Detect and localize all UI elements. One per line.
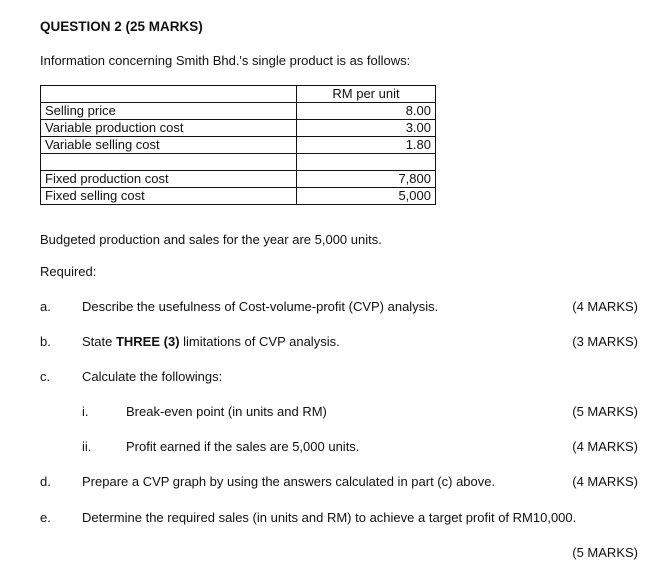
- question-b-text: [82, 334, 340, 349]
- row-value: 7,800: [297, 171, 436, 188]
- question-d-marks: (4 MARKS): [572, 474, 638, 489]
- table-row: [41, 154, 436, 171]
- question-e-marks: (5 MARKS): [572, 545, 638, 560]
- intro-text: Information concerning Smith Bhd.'s single product is as follows:: [40, 53, 411, 68]
- question-b-bold: THREE (3): [115, 334, 180, 349]
- question-c-label: c.: [40, 369, 51, 384]
- required-heading: Required:: [40, 264, 97, 279]
- row-value: [297, 154, 436, 171]
- table-row: [41, 103, 436, 120]
- row-value: 3.00: [297, 120, 436, 137]
- question-a-label: a.: [40, 299, 51, 314]
- question-cii-text: Profit earned if the sales are 5,000 units.: [126, 439, 360, 454]
- question-title: QUESTION 2 (25 MARKS): [40, 19, 203, 34]
- row-label: Variable selling cost: [41, 137, 297, 154]
- question-b-marks: (3 MARKS): [572, 334, 638, 349]
- table-header-row: [41, 86, 436, 103]
- question-cii-marks: (4 MARKS): [572, 439, 638, 454]
- question-b-label: b.: [40, 334, 51, 349]
- question-a-marks: (4 MARKS): [572, 299, 638, 314]
- question-ci-marks: (5 MARKS): [572, 404, 638, 419]
- question-cii-label: ii.: [82, 439, 92, 454]
- cost-table: [40, 85, 436, 205]
- table-row: [41, 188, 436, 205]
- budget-text: Budgeted production and sales for the year are 5,000 units.: [40, 232, 382, 247]
- question-b-post: limitations of CVP analysis.: [179, 334, 340, 349]
- row-value: 1.80: [297, 137, 436, 154]
- column-header: RM per unit: [297, 86, 436, 103]
- question-ci-text: Break-even point (in units and RM): [126, 404, 327, 419]
- table-cell: [41, 86, 297, 103]
- row-value: 5,000: [297, 188, 436, 205]
- row-value: 8.00: [297, 103, 436, 120]
- question-e-label: e.: [40, 510, 51, 525]
- question-ci-label: i.: [82, 404, 89, 419]
- table-row: [41, 171, 436, 188]
- row-label: Variable production cost: [41, 120, 297, 137]
- row-label: Selling price: [41, 103, 297, 120]
- question-d-label: d.: [40, 474, 51, 489]
- question-b-pre: State: [82, 334, 116, 349]
- question-d-text: Prepare a CVP graph by using the answers calculated in part (c) above.: [82, 474, 496, 489]
- row-label: Fixed selling cost: [41, 188, 297, 205]
- row-label: [41, 154, 297, 171]
- table-row: [41, 120, 436, 137]
- question-a-text: Describe the usefulness of Cost-volume-profit (CVP) analysis.: [82, 299, 439, 314]
- question-e-text: Determine the required sales (in units and RM) to achieve a target profit of RM10,000.: [82, 510, 577, 525]
- row-label: Fixed production cost: [41, 171, 297, 188]
- table-row: [41, 137, 436, 154]
- question-c-text: Calculate the followings:: [82, 369, 223, 384]
